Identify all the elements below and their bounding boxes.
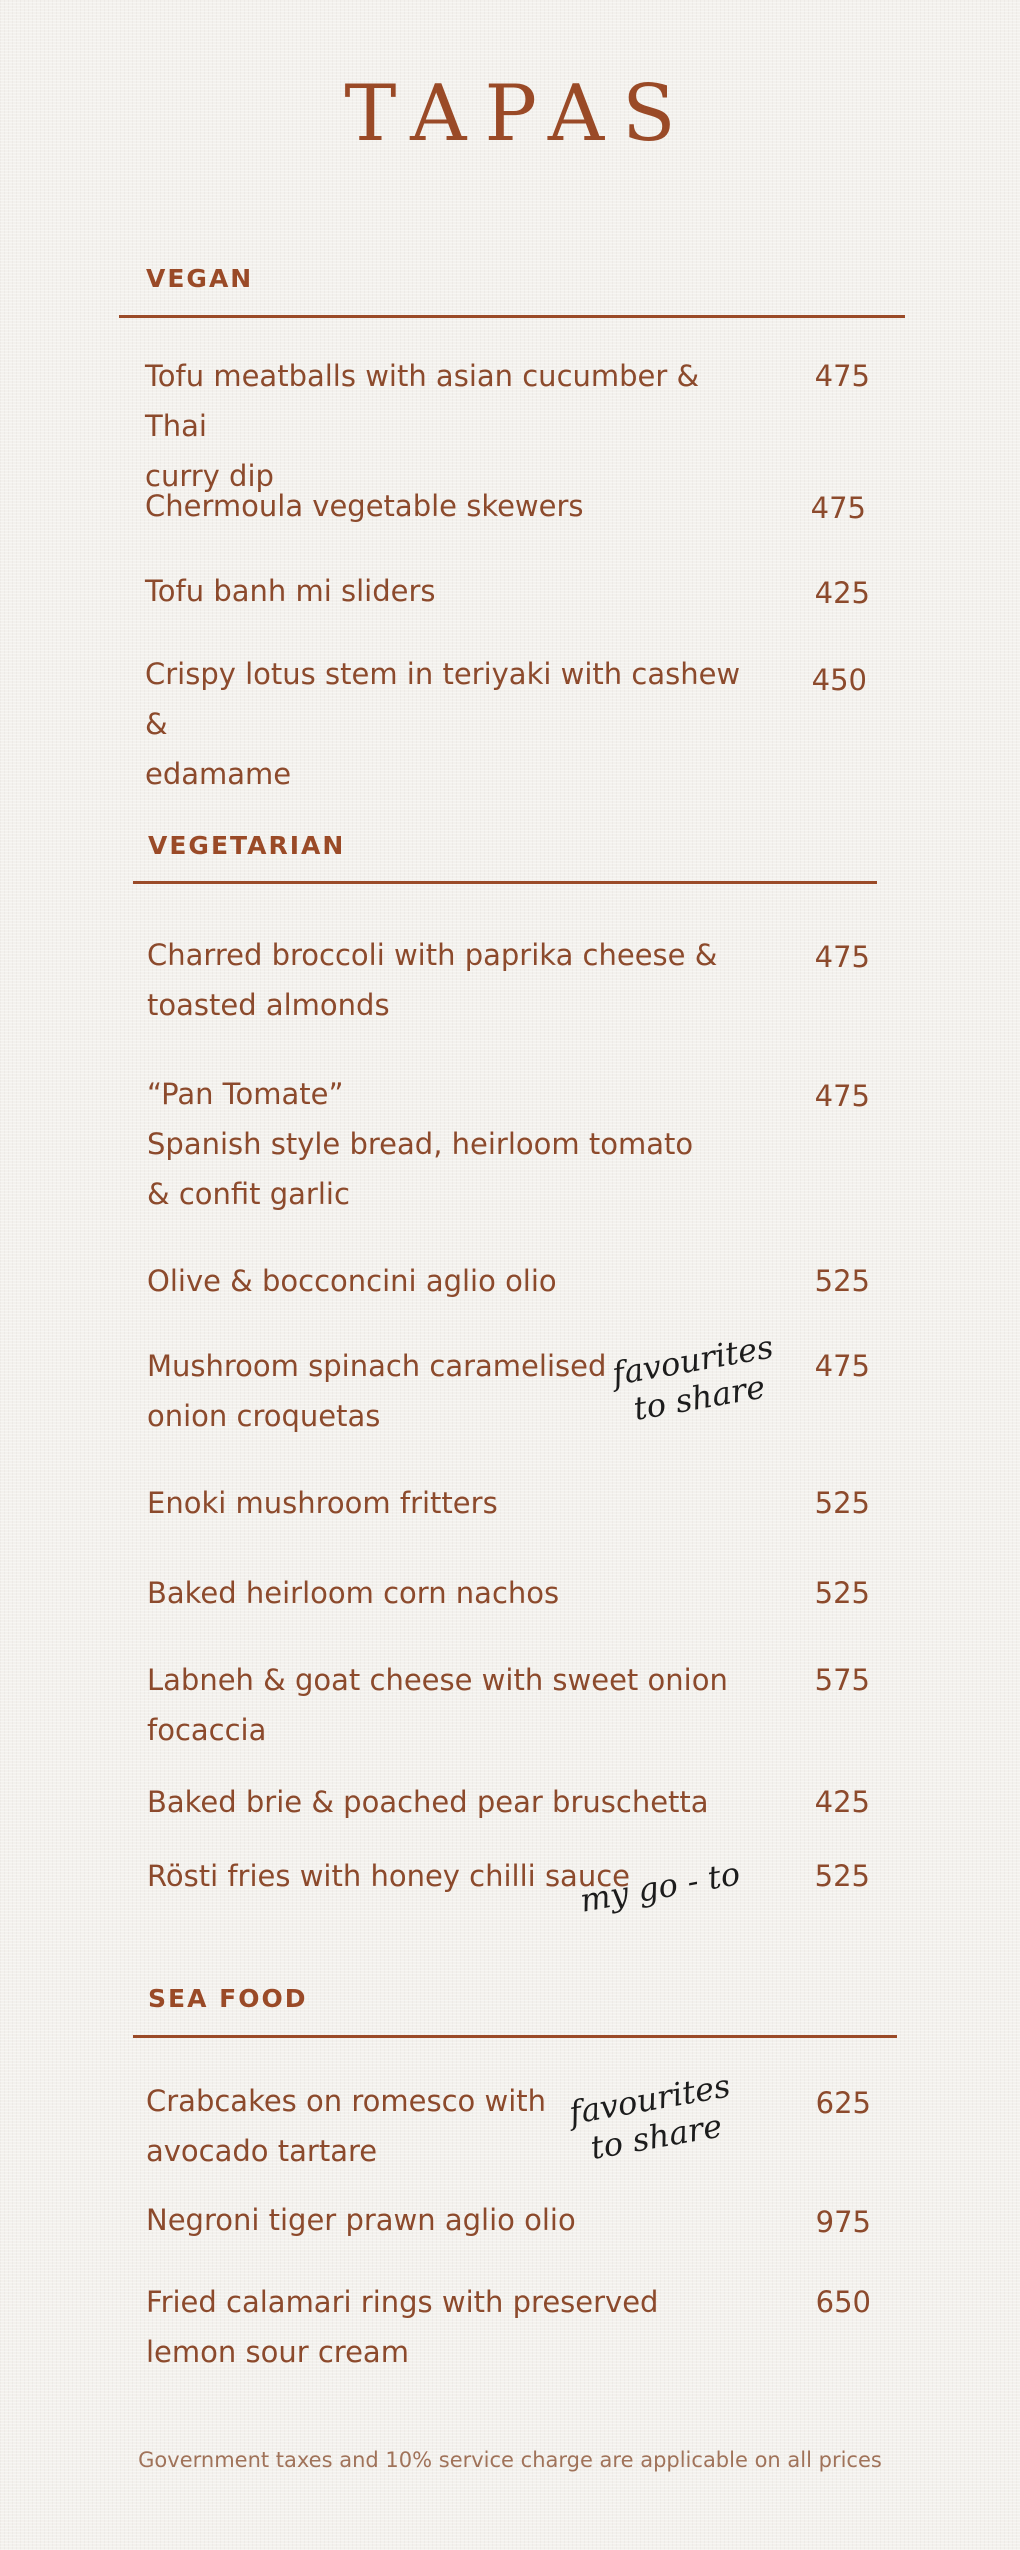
menu-item-price: 625 [815, 2086, 871, 2120]
menu-item-price: 425 [814, 1785, 870, 1819]
section-divider-seafood [133, 2035, 897, 2038]
menu-item-name: Charred broccoli with paprika cheese & toasted almonds [147, 938, 718, 1022]
menu-item-price: 650 [815, 2285, 871, 2319]
section-label-vegetarian: VEGETARIAN [148, 831, 346, 860]
menu-item-price: 475 [814, 1079, 870, 1113]
menu-item-price: 525 [814, 1486, 870, 1520]
menu-item-name: “Pan Tomate” Spanish style bread, heirloom tomato & confit garlic [147, 1077, 694, 1211]
menu-item-price: 525 [814, 1264, 870, 1298]
section-divider-vegan [119, 315, 905, 318]
menu-item-name: Rösti fries with honey chilli sauce [147, 1859, 630, 1893]
menu-item-name: Baked heirloom corn nachos [147, 1576, 560, 1610]
menu-item-name: Negroni tiger prawn aglio olio [146, 2203, 576, 2237]
menu-item-price: 450 [811, 663, 867, 697]
handwritten-note-crabcakes: favourites to share [566, 2066, 734, 2167]
menu-item-name: Crabcakes on romesco with avocado tartare [146, 2084, 546, 2168]
menu-item-price: 475 [814, 940, 870, 974]
menu-item-name: Crispy lotus stem in teriyaki with cashew & edamame [145, 657, 741, 791]
menu-item-price: 575 [814, 1663, 870, 1697]
footer-tax-note: Government taxes and 10% service charge are applicable on all prices [138, 2448, 882, 2472]
menu-item-price: 475 [814, 1349, 870, 1383]
handwritten-note-rosti: my go - to [577, 1854, 743, 1920]
section-divider-vegetarian [133, 881, 877, 884]
menu-item-price: 475 [814, 359, 870, 393]
menu-item-price: 425 [814, 576, 870, 610]
menu-item-name: Chermoula vegetable skewers [145, 489, 584, 523]
menu-item-name: Labneh & goat cheese with sweet onion focaccia [147, 1663, 728, 1747]
menu-item-price: 525 [814, 1859, 870, 1893]
section-label-vegan: VEGAN [146, 264, 254, 293]
handwritten-note-croquetas: favourites to share [609, 1327, 777, 1428]
menu-item-name: Olive & bocconcini aglio olio [147, 1264, 557, 1298]
menu-item-name: Baked brie & poached pear bruschetta [147, 1785, 709, 1819]
menu-item-name: Fried calamari rings with preserved lemon sour cream [146, 2285, 659, 2369]
menu-item-name: Tofu meatballs with asian cucumber & Thai curry dip [145, 359, 700, 493]
menu-item-name: Mushroom spinach caramelised onion croquetas [147, 1349, 607, 1433]
menu-item-price: 975 [815, 2205, 871, 2239]
menu-item-name: Tofu banh mi sliders [145, 574, 436, 608]
menu-title: TAPAS [344, 69, 694, 159]
menu-item-name: Enoki mushroom fritters [147, 1486, 498, 1520]
menu-item-price: 525 [814, 1576, 870, 1610]
menu-item-price: 475 [810, 491, 866, 525]
section-label-seafood: SEA FOOD [148, 1984, 308, 2013]
